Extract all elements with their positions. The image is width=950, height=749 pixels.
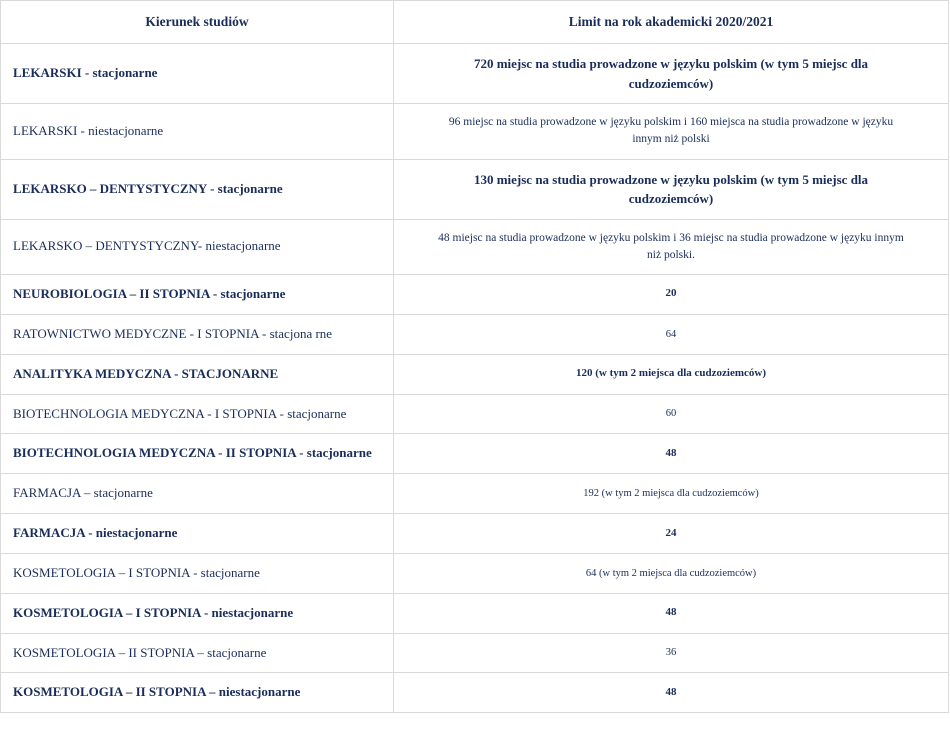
study-program-limit: 48 [394,593,949,633]
study-program-limit: 60 [394,394,949,434]
study-program-limit: 36 [394,633,949,673]
table-row [1,275,949,315]
study-program-limit: 96 miejsc na studia prowadzone w języku polskim i 160 miejsca na studia prowadzone w języku innym niż polski [394,104,949,160]
table-row [1,219,949,275]
study-program-name: RATOWNICTWO MEDYCZNE - I STOPNIA - stacjona rne [1,314,394,354]
study-program-name: FARMACJA - niestacjonarne [1,514,394,554]
table-row [1,394,949,434]
study-program-name: ANALITYKA MEDYCZNA - STACJONARNE [1,354,394,394]
table-row [1,434,949,474]
table-row [1,593,949,633]
study-program-limit: 120 (w tym 2 miejsca dla cudzoziemców) [394,354,949,394]
table-row [1,474,949,514]
study-program-name: KOSMETOLOGIA – II STOPNIA – stacjonarne [1,633,394,673]
study-program-limit: 48 [394,434,949,474]
study-program-name: KOSMETOLOGIA – I STOPNIA - stacjonarne [1,553,394,593]
table-row [1,673,949,713]
study-program-name: FARMACJA – stacjonarne [1,474,394,514]
study-program-name: NEUROBIOLOGIA – II STOPNIA - stacjonarne [1,275,394,315]
study-program-limit: 24 [394,514,949,554]
table-row [1,633,949,673]
study-program-limit: 720 miejsc na studia prowadzone w języku polskim (w tym 5 miejsc dla cudzoziemców) [394,44,949,104]
study-program-name: KOSMETOLOGIA – II STOPNIA – niestacjonarne [1,673,394,713]
study-program-limit: 48 [394,673,949,713]
table-row [1,104,949,160]
study-program-name: BIOTECHNOLOGIA MEDYCZNA - I STOPNIA - stacjonarne [1,394,394,434]
table-row [1,44,949,104]
table-header-row [1,1,949,44]
study-program-limit: 20 [394,275,949,315]
table-row [1,354,949,394]
column-header-field-of-study: Kierunek studiów [1,1,394,44]
study-program-limit: 48 miejsc na studia prowadzone w języku polskim i 36 miejsc na studia prowadzone w języku innym niż polski. [394,219,949,275]
table-header [1,1,949,44]
table-body [1,44,949,713]
study-program-limit: 64 (w tym 2 miejsca dla cudzoziemców) [394,553,949,593]
study-program-name: LEKARSKO – DENTYSTYCZNY - stacjonarne [1,159,394,219]
study-program-limit: 130 miejsc na studia prowadzone w języku polskim (w tym 5 miejsc dla cudzoziemców) [394,159,949,219]
study-program-name: KOSMETOLOGIA – I STOPNIA - niestacjonarne [1,593,394,633]
table-row [1,514,949,554]
study-program-name: LEKARSKO – DENTYSTYCZNY- niestacjonarne [1,219,394,275]
study-program-name: LEKARSKI - stacjonarne [1,44,394,104]
table-row [1,159,949,219]
study-program-limit: 192 (w tym 2 miejsca dla cudzoziemców) [394,474,949,514]
table-row [1,314,949,354]
table-row [1,553,949,593]
study-program-name: BIOTECHNOLOGIA MEDYCZNA - II STOPNIA - stacjonarne [1,434,394,474]
column-header-limit: Limit na rok akademicki 2020/2021 [394,1,949,44]
study-program-limit: 64 [394,314,949,354]
study-program-name: LEKARSKI - niestacjonarne [1,104,394,160]
